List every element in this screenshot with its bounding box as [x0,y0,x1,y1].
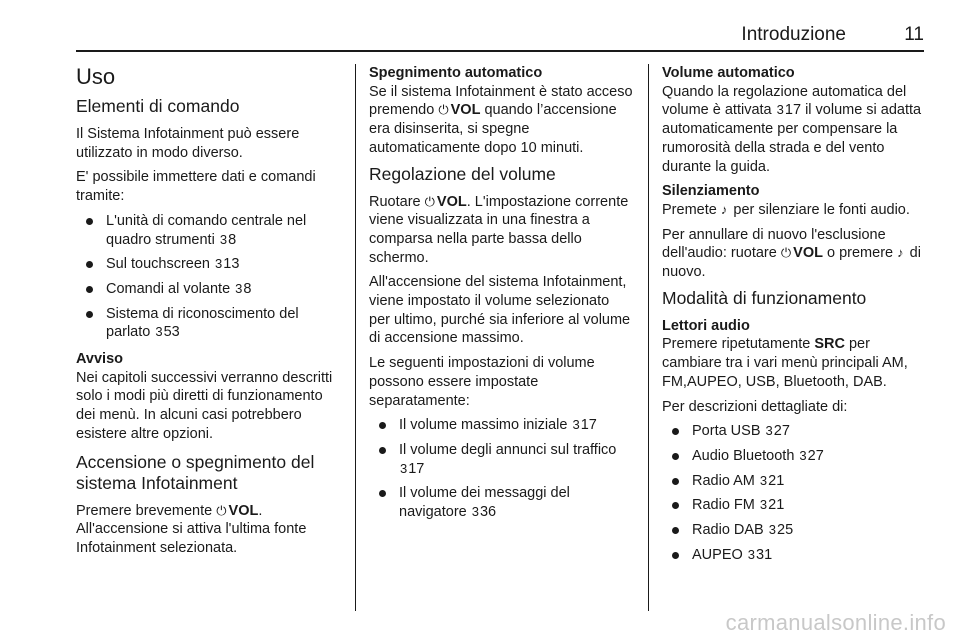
paragraph: Quando la regolazione automatica del volume è attivata 317 il volume si adatta automaticamente per compensare la rumorosità della strada e del vento durante la guida. [662,83,922,175]
bullet-icon [672,527,679,534]
mute-icon: ♪ [720,201,728,217]
page-header [76,26,924,52]
page-ref[interactable]: 21 [768,497,785,514]
list-item: Radio DAB 325 [662,521,926,540]
bullet-icon [86,218,93,225]
paragraph: Ruotare ⏻ VOL. L'impostazione corrente viene visualizzata in una finestra a comparsa nella parte bassa dello schermo. [369,193,629,266]
page-ref-icon: 3 [776,102,784,118]
page-ref-icon: 3 [219,231,228,247]
paragraph: E' possibile immettere dati e comandi tramite: [76,169,316,205]
vol-key: VOL [450,102,481,119]
list-item: Il volume dei messaggi del navigatore 336 [369,484,633,521]
paragraph: Se il sistema Infotainment è stato acceso premendo ⏻ VOL quando l’accensione era disinserita, si spegne automaticamente dopo 10 minuti. [369,83,633,156]
bullet-icon [379,422,386,429]
bullet-list [662,422,926,564]
list-item: Comandi al volante 38 [76,280,344,299]
page-ref[interactable]: 25 [777,522,794,539]
paragraph: Premere ripetutamente SRC per cambiare tra i vari menù principali AM, FM,AUPEO, USB, Bluetooth, DAB. [662,336,908,390]
watermark: carmanualsonline.info [725,610,946,635]
column-divider [355,64,356,611]
list-item: Porta USB 327 [662,422,926,441]
header-title: Introduzione [741,24,846,45]
power-icon: ⏻ [780,245,792,261]
notice-title: Avviso [76,351,124,368]
page-ref[interactable]: 8 [243,280,252,297]
vol-key: VOL [436,193,467,210]
power-icon: ⏻ [424,193,435,209]
page-ref[interactable]: 17 [408,460,425,477]
page-ref-icon: 3 [759,472,768,488]
column-3 [662,64,926,572]
paragraph: Premete ♪ per silenziare le fonti audio. [662,201,910,218]
page-ref[interactable]: 27 [773,423,790,440]
heading-volume-automatico: Volume automatico [662,65,795,81]
heading-regolazione: Regolazione del volume [369,163,556,184]
page-ref[interactable]: 36 [479,504,497,521]
bullet-icon [672,502,679,509]
vol-key: VOL [793,245,823,262]
page-ref[interactable]: 8 [228,231,237,248]
page-ref[interactable]: 21 [768,472,785,489]
bullet-icon [672,478,679,485]
page-ref-icon: 3 [747,546,756,562]
page-ref-icon: 3 [215,256,223,272]
heading-accensione: Accensione o spegnimento del sistema Infotainment [76,451,315,493]
bullet-icon [86,261,93,268]
notice-text: Nei capitoli successivi verranno descritti solo i modi più diretti di funzionamento dei menù. In alcuni casi potrebbero esistere altre opzioni. [76,369,333,442]
page-ref[interactable]: 13 [223,256,240,273]
page-ref[interactable]: 17 [784,102,802,119]
bullet-list [76,212,344,342]
page-ref-icon: 3 [235,280,243,296]
src-key: SRC [814,336,845,353]
page-ref-icon: 3 [572,417,580,433]
heading-silenziamento: Silenziamento [662,183,760,200]
heading-spegnimento: Spegnimento automatico [369,65,543,81]
page-ref[interactable]: 17 [580,417,597,434]
page-ref[interactable]: 31 [756,546,773,563]
bullet-icon [86,286,93,293]
heading-elementi: Elementi di comando [76,96,240,116]
page-ref[interactable]: 53 [163,324,180,341]
bullet-icon [379,490,386,497]
bullet-icon [86,311,93,318]
bullet-list [369,416,633,522]
page-ref-icon: 3 [759,497,768,513]
list-item: Audio Bluetooth 327 [662,447,926,466]
paragraph: Premere brevemente ⏻ VOL. All'accensione si attiva l'ultima fonte Infotainment selezionata. [76,502,307,556]
list-item: Sul touchscreen 313 [76,255,344,274]
heading-uso: Uso [76,64,116,89]
power-icon: ⏻ [216,502,227,518]
paragraph: Per annullare di nuovo l'esclusione dell'audio: ruotare ⏻ VOL o premere ♪ di nuovo. [662,226,921,281]
page-ref-icon: 3 [155,324,163,340]
list-item: Il volume massimo iniziale 317 [369,416,633,435]
heading-modalita: Modalità di funzionamento [662,287,867,308]
vol-key: VOL [228,502,259,519]
power-icon: ⏻ [438,102,449,118]
heading-lettori-audio: Lettori audio [662,317,750,334]
list-item: Sistema di riconoscimento del parlato 353 [76,305,344,342]
bullet-icon [672,552,679,559]
page-number: 11 [904,24,924,45]
bullet-icon [379,447,386,454]
column-1 [76,64,344,564]
paragraph: All'accensione del sistema Infotainment, viene impostato il volume selezionato per ultimo, purché sia inferiore al volume di accensione massimo. [369,274,631,347]
page-ref[interactable]: 27 [807,447,824,464]
page-ref-icon: 3 [765,423,773,439]
bullet-icon [672,428,679,435]
notice-box [76,350,344,444]
list-item: Il volume degli annunci sul traffico 317 [369,441,633,478]
column-2 [369,64,633,530]
bullet-icon [672,453,679,460]
list-item: Radio AM 321 [662,472,926,491]
page-ref-icon: 3 [400,460,408,476]
list-item: Radio FM 321 [662,496,926,515]
paragraph: Per descrizioni dettagliate di: [662,398,848,415]
page-ref-icon: 3 [471,504,479,520]
column-divider [648,64,649,611]
page-ref-icon: 3 [768,522,776,538]
paragraph: Le seguenti impostazioni di volume possono essere impostate separatamente: [369,355,595,409]
mute-icon: ♪ [897,245,904,261]
paragraph: Il Sistema Infotainment può essere utilizzato in modo diverso. [76,126,300,161]
page-ref-icon: 3 [799,447,807,463]
list-item: L'unità di comando centrale nel quadro strumenti 38 [76,212,344,249]
list-item: AUPEO 331 [662,546,926,565]
